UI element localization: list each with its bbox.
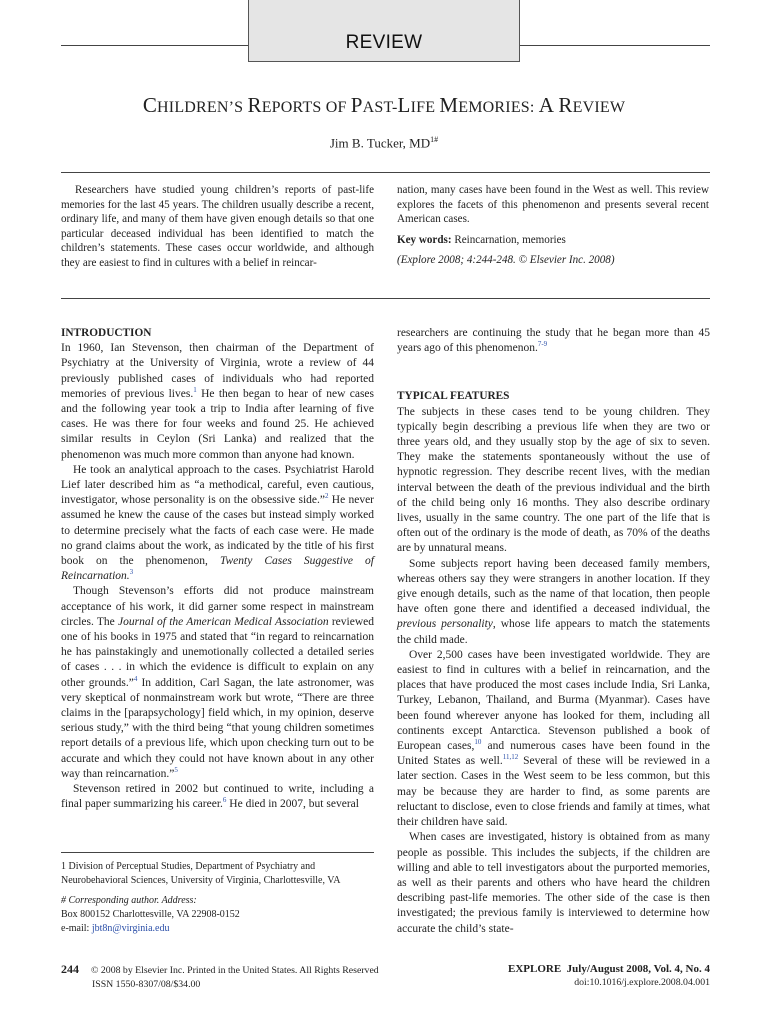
citation-ref[interactable]: 11,12 [502,753,519,762]
paragraph: Over 2,500 cases have been investigated worldwide. They are easiest to find in cultures with a belief in reincarnation, and the places that have produced the most cases include India, Sri Lanka, Turkey, Lebanon, Thailand, and Burma (Myanmar). Cases have been found wherever anyone has looked for them, including all continents except Antarctica. Stevenson published a book of European cases,$^{10}$ and numerous cases have been found in the United States as well.$^{11,12}$ Several of these will be reviewed in a later section. Cases in the West seem to be less common, but this may be because they are harder to find, as some parents are reluctant to disclose, even to close friends and family at times, what their children have said. [397,648,711,829]
footnote-corresponding: # Corresponding author. Address: [61,895,197,906]
section-tab [248,0,520,62]
paragraph: In 1960, Ian Stevenson, then chairman of the Department of Psychiatry at the University of Virginia, wrote a review of 44 previously published cases of individuals who had reported memories of previous lives.$^1$ He then began to hear of new cases and the following year took a trip to India after learning of five cases. He was there for four weeks and found 25. He achieved similar results in Ceylon (Sri Lanka) and realized that the phenomenon was much more common than anyone had known. [61,342,374,461]
page-number: 244 [61,962,79,976]
abstract-citation: (Explore 2008; 4:244-248. © Elsevier Inc. 2008) [397,254,615,267]
citation-ref[interactable]: 1 [193,385,197,394]
abstract-rule-top [61,172,710,173]
paragraph: researchers are continuing the study that he began more than 45 years ago of this phenomenon.$^{7-9}$ [397,327,710,355]
footnote-email: e-mail: jbt8n@virginia.edu [61,923,170,934]
footnotes [61,852,374,936]
footer-right [508,962,710,991]
citation-ref[interactable]: 6 [222,796,227,805]
article-title: CHILDREN’S REPORTS OF PAST-LIFE MEMORIES: A REVIEW [142,93,626,117]
citation-ref[interactable]: 2 [324,492,329,501]
doi[interactable]: doi:10.1016/j.explore.2008.04.001 [574,977,710,989]
abstract-rule-bottom [61,298,710,299]
section-tab-label: REVIEW [345,32,423,53]
author-affiliation-mark: 1# [430,135,439,144]
paragraph: The subjects in these cases tend to be young children. They typically begin describing a previous life when they are two or three years old, and they usually stop by the age of six to seven. They make the statements spontaneously without the use of hypnotic regression. They describe recent lives, with the median interval between the death of the previous individual and the birth of the child being only 16 months. They also describe ordinary lives, usually in the same country. The one part of the life that is often out of the ordinary is the mode of death, as 70% of the deaths are by unnatural means. [397,405,710,555]
paragraph: Though Stevenson’s efforts did not produce mainstream acceptance of his work, it did garner some respect in mainstream circles. The Journal of the American Medical Association reviewed one of his books in 1975 and stated that “in regard to reincarnation he has painstakingly and unemotionally collected a detailed series of cases . . . in which the evidence is difficult to explain on any other grounds.”$^4$ In addition, Carl Sagan, the late astronomer, was very skeptical of nonmainstream work but wrote, “There are three claims in the [parapsychology] field which, in my opinion, deserve serious study,” with the third being “that young children sometimes report details of a previous life, which upon checking turn out to be accurate and which they could not have known about in any other way than reincarnation.”$^5$ [61,585,374,780]
author-name: Jim B. Tucker, MD [329,135,431,151]
header-rule-left [61,45,248,46]
email-link[interactable]: jbt8n@virginia.edu [91,923,170,934]
term-previous-personality: previous personality [397,618,493,631]
abstract-text-part2: nation, many cases have been found in the West as well. This review explores the facets of this phenomenon and presents several recent American cases. [397,184,709,226]
keywords-value: Reincarnation, memories [451,233,566,246]
paragraph: He took an analytical approach to the cases. Psychiatrist Harold Lief later described him as “a methodical, careful, even cautious, investigator, whose personality is on the obsessive side.”$^2$ He never assumed he knew the cause of the cases but instead simply worked to determine precisely what the facts of each case were. He made no grand claims about the work, as indicated by the title of his first book on the phenomenon, Twenty Cases Suggestive of Reincarnation.$^3$ [61,463,375,583]
copyright: © 2008 by Elsevier Inc. Printed in the United States. All Rights Reserved [91,965,379,976]
keywords-label: Key words: [397,233,452,246]
paragraph: Stevenson retired in 2002 but continued to write, including a final paper summarizing his career.$^6$ He died in 2007, but several [61,783,374,811]
section-heading-typical-features: TYPICAL FEATURES [397,390,510,403]
journal-title: Journal of the American Medical Association [118,615,329,628]
citation-ref[interactable]: 10 [474,738,482,747]
body-right-column [397,326,710,937]
citation-ref[interactable]: 5 [174,766,178,775]
citation-ref[interactable]: 3 [129,568,134,577]
abstract-right-column [397,183,709,268]
footer-left [61,962,379,993]
author-line [0,135,768,151]
issn: ISSN 1550-8307/08/$34.00 [92,979,201,991]
paragraph: Some subjects report having been deceased family members, whereas others say they were strangers in another location. If they give enough details, such as the name of that location, then people have often gone there and identified a deceased individual, the previous personality, whose life appears to match the statements the child made. [397,557,710,646]
header-rule-right [520,45,710,46]
book-title: Twenty Cases Suggestive of Reincarnation. [61,555,375,583]
section-heading-introduction: INTRODUCTION [61,327,152,339]
citation-ref[interactable]: 4 [133,674,138,683]
abstract-left-column [61,183,374,271]
citation-ref[interactable]: 7-9 [537,340,548,349]
footnote-affiliation: 1 Division of Perceptual Studies, Department of Psychiatry and Neurobehavioral Sciences, University of Virginia, Charlottesville, VA [61,861,341,886]
body-left-column [61,326,374,813]
journal-issue: EXPLORE July/August 2008, Vol. 4, No. 4 [507,963,710,975]
abstract-text-part1: Researchers have studied young children’s reports of past-life memories for the last 45 years. The children usually describe a recent, ordinary life, and many of them have given enough details so that one particular deceased individual has been identified to match the children’s statements. These cases occur worldwide, and although they are easiest to find in cultures with a belief in reincar- [61,184,374,269]
keywords [397,233,709,248]
paragraph: When cases are investigated, history is obtained from as many people as possible. This includes the subjects, if the children are willing and able to tell investigators about the purported memories, as well as their parents and others who have heard the children describing past-life memories. The other side of the case is then investigated; the previous family is interviewed to determine how accurate the child’s state- [397,831,710,935]
footnote-address: Box 800152 Charlottesville, VA 22908-0152 [61,909,240,920]
